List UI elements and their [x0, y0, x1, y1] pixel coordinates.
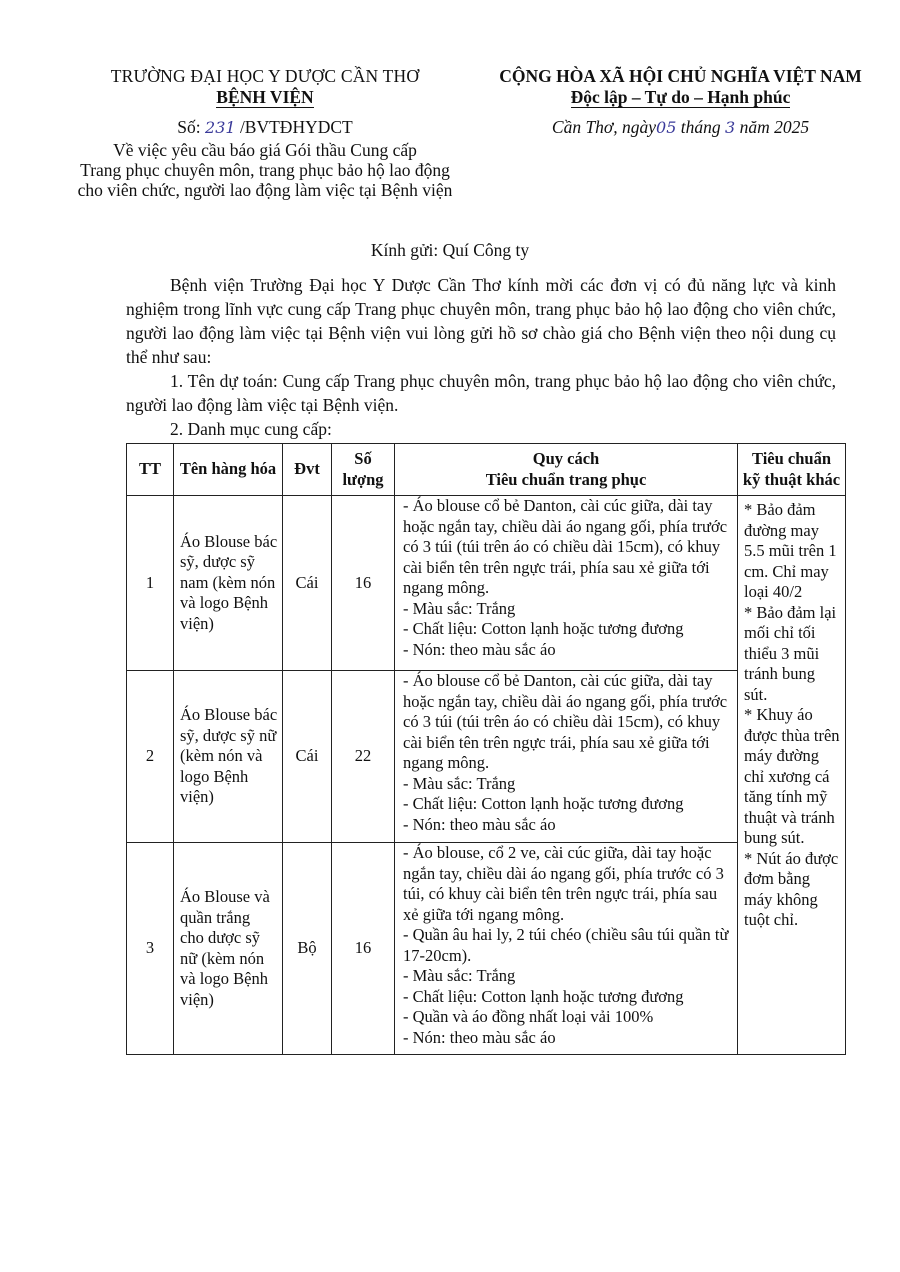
doc-number — [60, 117, 470, 138]
spec-line: - Chất liệu: Cotton lạnh hoặc tương đương — [403, 619, 684, 638]
date-day: 05 — [656, 118, 677, 137]
row-name: Áo Blouse bác sỹ, dược sỹ nam (kèm nón và logo Bệnh viện) — [174, 496, 283, 671]
subject-line: Trang phục chuyên môn, trang phục bảo hộ lao động — [80, 160, 450, 180]
national-motto: Độc lập – Tự do – Hạnh phúc — [570, 87, 791, 107]
header-name: Tên hàng hóa — [174, 444, 283, 496]
date-month: 3 — [725, 118, 736, 137]
doc-subject — [60, 140, 470, 200]
doc-number-handwritten: 231 — [205, 118, 236, 137]
standard-item: * Nút áo được đơm bằng máy không tuột chỉ. — [744, 848, 839, 929]
issuer-block — [60, 66, 470, 200]
header-std-line: kỹ thuật khác — [742, 469, 841, 489]
standard-item: * Bảo đảm lại mối chỉ tối thiểu 3 mũi tránh bung sút. — [744, 602, 837, 704]
row-spec — [395, 671, 738, 843]
spec-line: - Nón: theo màu sắc áo — [403, 814, 556, 834]
national-header — [478, 66, 883, 138]
org-name: TRƯỜNG ĐẠI HỌC Y DƯỢC CẦN THƠ — [110, 66, 420, 86]
row-unit: Cái — [283, 496, 332, 671]
row-qty: 16 — [332, 843, 395, 1055]
list-heading-paragraph: 2. Danh mục cung cấp: — [170, 419, 332, 439]
spec-line: - Màu sắc: Trắng — [403, 598, 516, 618]
header-spec — [395, 444, 738, 496]
subject-line: Về việc yêu cầu báo giá Gói thầu Cung cấp — [113, 140, 417, 160]
standard-item: * Khuy áo được thùa trên máy đường chỉ xương cá tăng tính mỹ thuật và tránh bung sút. — [744, 705, 840, 847]
header-tt: TT — [127, 444, 174, 496]
table-row — [127, 496, 846, 671]
technical-standards — [738, 496, 846, 1055]
header-spec-line: Tiêu chuẩn trang phục — [485, 469, 647, 489]
body-text — [126, 273, 836, 441]
spec-line: - Màu sắc: Trắng — [403, 966, 516, 985]
row-tt: 2 — [127, 671, 174, 843]
subject-line: cho viên chức, người lao động làm việc tại Bệnh viện — [77, 180, 453, 200]
header-std — [738, 444, 846, 496]
date-place: Cần Thơ, ngày — [551, 117, 657, 137]
doc-number-prefix: Số: — [177, 117, 201, 137]
spec-line: - Áo blouse cổ bẻ Danton, cài cúc giữa, dài tay hoặc ngắn tay, chiều dài áo ngang gối, phía trước có 3 túi (túi trên áo có chiều dài 15cm), có khuy cài biển tên trên ngực trái, phía sau xẻ giữa tới ngang mông. — [403, 496, 728, 597]
row-spec — [395, 843, 738, 1055]
header-spec-line: Quy cách — [532, 449, 600, 468]
spec-line: - Nón: theo màu sắc áo — [403, 1027, 556, 1047]
row-unit: Bộ — [283, 843, 332, 1055]
items-table — [126, 443, 846, 1055]
row-tt: 3 — [127, 843, 174, 1055]
spec-line: - Chất liệu: Cotton lạnh hoặc tương đương — [403, 794, 684, 813]
standard-item: * Bảo đảm đường may 5.5 mũi trên 1 cm. Chỉ may loại 40/2 — [744, 500, 837, 601]
spec-line: - Chất liệu: Cotton lạnh hoặc tương đương — [403, 986, 684, 1006]
date-month-label: tháng — [680, 117, 721, 137]
row-spec — [395, 496, 738, 671]
table-header-row — [127, 444, 846, 496]
date-year: năm 2025 — [739, 117, 810, 137]
header-unit: Đvt — [283, 444, 332, 496]
doc-number-suffix: /BVTĐHYDCT — [239, 117, 353, 137]
intro-paragraph: Bệnh viện Trường Đại học Y Dược Cần Thơ kính mời các đơn vị có đủ năng lực và kinh nghiệm trong lĩnh vực cung cấp Trang phục chuyên môn, trang phục bảo hộ lao động cho viên chức, người lao động làm việc tại Bệnh viện vui lòng gửi hồ sơ chào giá cho Bệnh viện theo nội dung cụ thể như sau: — [126, 275, 836, 367]
row-tt: 1 — [127, 496, 174, 671]
spec-line: - Quần và áo đồng nhất loại vải 100% — [403, 1007, 654, 1026]
doc-date — [478, 117, 883, 138]
row-name: Áo Blouse bác sỹ, dược sỹ nữ (kèm nón và logo Bệnh viện) — [174, 671, 283, 843]
row-qty: 16 — [332, 496, 395, 671]
spec-line: - Nón: theo màu sắc áo — [403, 639, 556, 659]
row-qty: 22 — [332, 671, 395, 843]
country-name: CỘNG HÒA XÃ HỘI CHỦ NGHĨA VIỆT NAM — [499, 66, 862, 86]
header-qty: Số lượng — [332, 444, 395, 496]
spec-line: - Màu sắc: Trắng — [403, 773, 516, 793]
greeting: Kính gửi: Quí Công ty — [370, 240, 530, 260]
spec-line: - Áo blouse, cổ 2 ve, cài cúc giữa, dài tay hoặc ngắn tay, chiều dài áo ngang gối, phía trước có 3 túi, có khuy cài biển tên trên ngực trái, phía sau xẻ giữa tới ngang mông. — [403, 843, 724, 924]
row-name: Áo Blouse và quần trắng cho dược sỹ nữ (kèm nón và logo Bệnh viện) — [174, 843, 283, 1055]
spec-line: - Quần âu hai ly, 2 túi chéo (chiều sâu túi quần từ 17-20cm). — [403, 925, 729, 965]
unit-name: BỆNH VIỆN — [216, 87, 314, 107]
estimate-name-paragraph: 1. Tên dự toán: Cung cấp Trang phục chuyên môn, trang phục bảo hộ lao động cho viên chức, người lao động làm việc tại Bệnh viện. — [126, 371, 836, 415]
row-unit: Cái — [283, 671, 332, 843]
header-std-line: Tiêu chuẩn — [751, 449, 832, 468]
spec-line: - Áo blouse cổ bẻ Danton, cài cúc giữa, dài tay hoặc ngắn tay, chiều dài áo ngang gối, phía trước có 3 túi (túi trên áo có chiều dài 15cm), có khuy cài biển tên trên ngực trái, phía sau xẻ giữa tới ngang mông. — [403, 671, 728, 772]
